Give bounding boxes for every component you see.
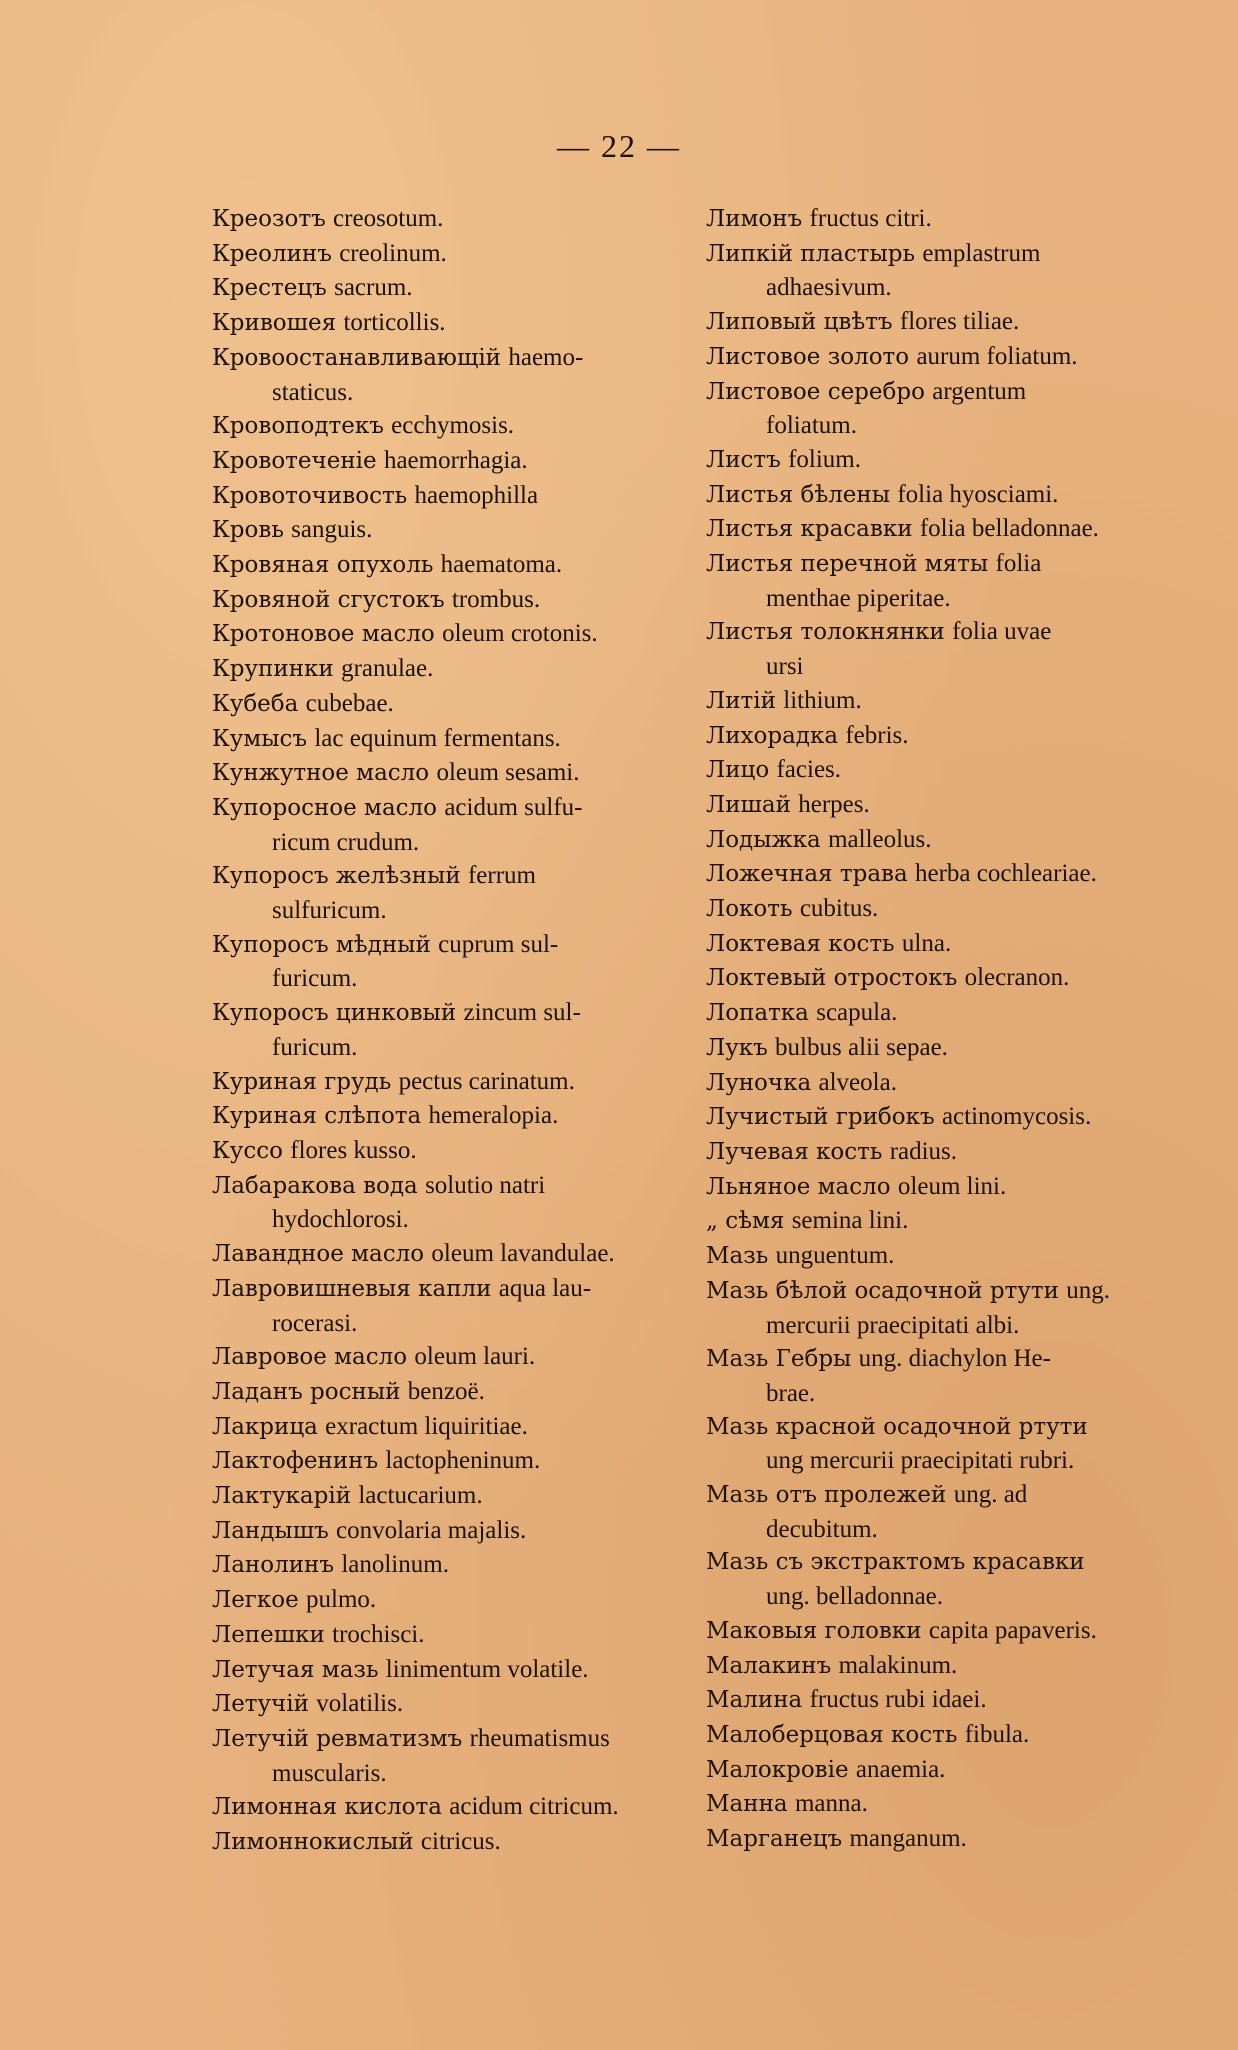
dictionary-entry: [212, 444, 707, 479]
dictionary-entry: [212, 1548, 707, 1583]
entry-term: Лимонъ: [706, 206, 803, 232]
entry-term: Лучистый грибокъ: [706, 1104, 935, 1131]
entry-term: Легкое: [212, 1587, 299, 1614]
dictionary-entry: [212, 1410, 707, 1445]
entry-latin: semina lini.: [791, 1207, 909, 1235]
entry-term: Купоросъ цинковый: [212, 1000, 457, 1027]
entry-term: Листья перечной мяты: [706, 551, 989, 578]
dictionary-entry: [706, 857, 1206, 892]
dictionary-entry: [212, 859, 707, 927]
dictionary-entry: [706, 1478, 1206, 1546]
entry-latin: cubitus.: [799, 895, 879, 923]
entry-latin: alveola.: [818, 1068, 897, 1096]
entry-term: Летучій: [212, 1691, 309, 1718]
entry-latin: radius.: [889, 1137, 958, 1165]
entry-latin: folia belladonnae.: [919, 515, 1099, 543]
entry-latin: oleum lauri.: [414, 1343, 536, 1371]
entry-term: Локтевый отростокъ: [706, 965, 958, 992]
dictionary-entry: [212, 1134, 707, 1169]
dictionary-entry: [706, 1135, 1206, 1170]
entry-latin: aurum foliatum.: [916, 342, 1078, 370]
dictionary-entry: [212, 1272, 707, 1340]
entry-term: Летучій ревматизмъ: [212, 1725, 463, 1752]
entry-latin: sacrum.: [334, 274, 413, 302]
dictionary-entry: [212, 996, 707, 1064]
entry-latin: flores tiliae.: [899, 308, 1020, 336]
entry-term: Креолинъ: [212, 240, 332, 267]
entry-continuation: sulfuricum.: [272, 897, 387, 925]
entry-term: Лихорадка: [706, 722, 839, 749]
dictionary-entry: [212, 1065, 707, 1100]
entry-term: Крестецъ: [212, 275, 327, 302]
dictionary-entry: [212, 1790, 707, 1825]
entry-latin: acidum citricum.: [449, 1793, 619, 1821]
entry-latin: solutio natri: [425, 1171, 546, 1199]
entry-latin: haemophilla: [414, 481, 539, 509]
entry-term: Мазь: [706, 1243, 769, 1270]
entry-latin: folium.: [788, 445, 861, 473]
entry-latin: lanolinum.: [341, 1551, 449, 1579]
entry-term: Локтевая кость: [706, 930, 895, 957]
dictionary-entry: [706, 1822, 1206, 1857]
entry-latin: ung.: [1066, 1276, 1111, 1304]
dictionary-entry: [212, 1825, 707, 1860]
entry-continuation: mercurii praecipitati albi.: [766, 1311, 1020, 1339]
entry-latin: haemo-: [508, 343, 584, 371]
entry-term: Литій: [706, 687, 776, 714]
entry-term: Льняное масло: [706, 1173, 891, 1200]
entry-term: Манна: [706, 1791, 788, 1818]
dictionary-entry: [212, 1169, 707, 1237]
entry-term: Мазь съ экстрактомъ красавки: [706, 1549, 1085, 1576]
dictionary-entry: [212, 271, 707, 306]
entry-term: Купоросъ мѣдный: [212, 931, 431, 958]
entry-latin: folia uvae: [952, 618, 1052, 646]
entry-latin: lac equinum fermentans.: [314, 724, 561, 752]
entry-term: Ланолинъ: [212, 1552, 334, 1579]
entry-term: Листовое золото: [706, 343, 910, 370]
entry-latin: aqua lau-: [498, 1274, 592, 1302]
dictionary-entry: [706, 202, 1206, 237]
entry-latin: haemorrhagia.: [383, 446, 528, 474]
entry-term: Кровяной сгустокъ: [212, 586, 445, 613]
entry-latin: exractum liquiritiae.: [325, 1412, 528, 1440]
entry-term: Листья толокнянки: [706, 619, 945, 646]
entry-term: Луночка: [706, 1069, 812, 1096]
entry-latin: ulna.: [901, 929, 952, 957]
entry-term: Кубеба: [212, 690, 299, 717]
dictionary-entry: [706, 1411, 1206, 1478]
entry-continuation: furicum.: [272, 965, 358, 993]
dictionary-entry: [706, 961, 1206, 996]
entry-term: Листья бѣлены: [706, 481, 891, 508]
entry-term: Мазь бѣлой осадочной ртути: [706, 1277, 1059, 1304]
dictionary-entry: [706, 719, 1206, 754]
entry-term: Купоросное масло: [212, 794, 438, 821]
entry-term: Локоть: [706, 896, 793, 923]
entry-latin: olecranon.: [964, 964, 1070, 992]
entry-latin: ung. diachylon He-: [858, 1345, 1051, 1373]
entry-term: Листья красавки: [706, 516, 913, 543]
dictionary-entry: [212, 1687, 707, 1722]
entry-latin: ung. ad: [953, 1481, 1028, 1509]
entry-latin: cuprum sul-: [438, 930, 559, 958]
dictionary-entry: [212, 617, 707, 652]
dictionary-entry: [706, 684, 1206, 719]
entry-term: Липовый цвѣтъ: [706, 309, 893, 336]
dictionary-entry: [706, 927, 1206, 962]
dictionary-entry: [706, 1204, 1206, 1239]
dictionary-entry: [706, 1342, 1206, 1410]
entry-term: „ сѣмя: [706, 1208, 785, 1235]
entry-continuation: brae.: [766, 1379, 816, 1407]
dictionary-entry: [706, 1239, 1206, 1274]
entry-term: Лабаракова вода: [212, 1172, 418, 1199]
entry-latin: rheumatismus: [469, 1724, 610, 1752]
entry-term: Лактукарій: [212, 1483, 352, 1510]
entry-term: Кровяная опухоль: [212, 552, 434, 579]
dictionary-entry: [212, 1514, 707, 1549]
entry-continuation: muscularis.: [272, 1759, 387, 1787]
dictionary-entry: [212, 1583, 707, 1618]
dictionary-entry: [706, 823, 1206, 858]
entry-latin: benzoë.: [407, 1377, 485, 1405]
dictionary-entry: [706, 1753, 1206, 1788]
entry-continuation: ursi: [766, 653, 804, 681]
entry-continuation: furicum.: [272, 1033, 358, 1061]
entry-latin: trochisci.: [332, 1620, 425, 1648]
entry-latin: pulmo.: [306, 1586, 377, 1614]
dictionary-entry: [706, 443, 1206, 478]
entry-latin: zincum sul-: [463, 999, 581, 1027]
entry-latin: folia: [995, 550, 1042, 578]
entry-term: Мазь Гебры: [706, 1346, 852, 1373]
dictionary-entry: [706, 340, 1206, 375]
entry-latin: actinomycosis.: [941, 1103, 1092, 1131]
entry-term: Кривошея: [212, 310, 337, 337]
dictionary-entry: [212, 237, 707, 272]
entry-continuation: hydochlorosi.: [272, 1206, 409, 1234]
entry-term: Малакинъ: [706, 1652, 832, 1679]
dictionary-entry: [706, 753, 1206, 788]
entry-latin: lactucarium.: [358, 1482, 483, 1510]
entry-term: Малокровіе: [706, 1756, 849, 1783]
entry-term: Лавровое масло: [212, 1344, 408, 1371]
dictionary-entry: [212, 341, 707, 409]
entry-term: Лицо: [706, 757, 770, 784]
entry-term: Кровоостанавливающій: [212, 344, 502, 371]
entry-term: Ландышъ: [212, 1517, 329, 1544]
entry-latin: lactophenіnum.: [385, 1447, 541, 1475]
dictionary-entry: [706, 1546, 1206, 1613]
dictionary-entry: [212, 1618, 707, 1653]
entry-term: Лишай: [706, 791, 791, 818]
entry-latin: oleum crotonis.: [442, 620, 598, 648]
entry-latin: pectus carinatum.: [398, 1067, 575, 1095]
entry-term: Маковыя головки: [706, 1617, 922, 1644]
entry-term: Кунжутное масло: [212, 760, 430, 787]
entry-term: Купоросъ желѣзный: [212, 863, 461, 890]
dictionary-entry: [212, 306, 707, 341]
entry-term: Летучая мазь: [212, 1656, 379, 1683]
entry-latin: citricus.: [420, 1828, 501, 1856]
left-column: [212, 202, 707, 1860]
entry-latin: granulae.: [341, 655, 434, 683]
entry-latin: torticollis.: [343, 309, 446, 337]
dictionary-entry: [706, 305, 1206, 340]
dictionary-entry: [212, 548, 707, 583]
dictionary-entry: [212, 409, 707, 444]
dictionary-entry: [212, 791, 707, 859]
entry-latin: acidum sulfu-: [444, 793, 583, 821]
entry-latin: argentum: [932, 377, 1027, 405]
dictionary-entry: [212, 1340, 707, 1375]
dictionary-entry: [706, 615, 1206, 683]
dictionary-entry: [212, 687, 707, 722]
entry-latin: fructus citri.: [809, 205, 932, 232]
entry-latin: herpes.: [798, 790, 870, 818]
entry-latin: trombus.: [451, 585, 541, 613]
dictionary-entry: [706, 996, 1206, 1031]
entry-term: Лепешки: [212, 1621, 325, 1648]
entry-latin: fructus rubi idaei.: [809, 1686, 987, 1714]
entry-term: Лимонная кислота: [212, 1794, 442, 1821]
entry-term: Марганецъ: [706, 1826, 843, 1853]
entry-latin: cubebae.: [305, 689, 394, 717]
entry-latin: facies.: [776, 756, 842, 784]
entry-term: Куссо: [212, 1137, 283, 1164]
entry-term: Мазь отъ пролежей: [706, 1482, 947, 1509]
entry-continuation: foliatum.: [766, 412, 857, 440]
entry-latin: oleum lavandulae.: [431, 1240, 615, 1268]
dictionary-entry: [706, 547, 1206, 615]
dictionary-entry: [212, 583, 707, 618]
entry-term: Лавандное масло: [212, 1241, 425, 1268]
entry-term: Лопатка: [706, 1000, 809, 1027]
entry-latin: creolinum.: [339, 239, 447, 267]
dictionary-entry: [212, 1375, 707, 1410]
dictionary-entry: [706, 1170, 1206, 1205]
entry-term: Малина: [706, 1687, 803, 1714]
dictionary-entry: [212, 928, 707, 996]
entry-term: Кровоточивость: [212, 482, 408, 509]
dictionary-entry: [706, 1100, 1206, 1135]
entry-latin: haematoma.: [440, 551, 563, 579]
entry-term: Лактофенинъ: [212, 1448, 379, 1475]
entry-latin: fibula.: [964, 1720, 1030, 1748]
dictionary-entry: [706, 1274, 1206, 1342]
entry-continuation: staticus.: [272, 378, 354, 406]
entry-latin: sanguis.: [291, 516, 373, 544]
dictionary-entry: [212, 1099, 707, 1134]
dictionary-entry: [706, 512, 1206, 547]
dictionary-entry: [706, 1683, 1206, 1718]
entry-latin: malakinum.: [838, 1651, 958, 1679]
entry-latin: linimentum volatile.: [385, 1655, 589, 1683]
dictionary-entry: [706, 237, 1206, 305]
entry-latin: manna.: [794, 1790, 868, 1818]
dictionary-entry: [212, 1444, 707, 1479]
entry-latin: convolaria majalis.: [336, 1516, 527, 1544]
dictionary-entry: [706, 1649, 1206, 1684]
entry-term: Листъ: [706, 446, 781, 473]
dictionary-entry: [706, 788, 1206, 823]
entry-term: Листовое серебро: [706, 378, 925, 405]
dictionary-entry: [212, 1237, 707, 1272]
right-column: [706, 202, 1206, 1857]
dictionary-entry: [706, 1787, 1206, 1822]
dictionary-entry: [212, 1722, 707, 1790]
entry-term: Лакрица: [212, 1413, 318, 1440]
entry-term: Ладанъ росный: [212, 1378, 401, 1405]
dictionary-entry: [212, 722, 707, 757]
entry-latin: ferrum: [467, 862, 537, 890]
entry-term: Лукъ: [706, 1034, 768, 1061]
dictionary-entry: [212, 513, 707, 548]
entry-term: Липкій пластырь: [706, 240, 916, 267]
entry-term: Лимоннокислый: [212, 1829, 414, 1856]
dictionary-entry: [212, 202, 707, 237]
dictionary-entry: [212, 1653, 707, 1688]
entry-latin: creosotum.: [333, 205, 444, 232]
entry-term: Лучевая кость: [706, 1138, 883, 1165]
entry-latin: anaemia.: [855, 1755, 946, 1783]
entry-term: Ложечная трава: [706, 861, 908, 888]
dictionary-entry: [212, 756, 707, 791]
dictionary-entry: [212, 652, 707, 687]
entry-latin: unguentum.: [775, 1242, 895, 1270]
entry-latin: hemeralopia.: [428, 1102, 559, 1130]
entry-term: Куриная слѣпота: [212, 1103, 422, 1130]
entry-latin: febris.: [845, 721, 909, 749]
entry-latin: emplastrum: [922, 239, 1041, 267]
entry-continuation: menthae piperitae.: [766, 584, 951, 612]
entry-latin: oleum lini.: [897, 1172, 1007, 1200]
dictionary-entry: [706, 1031, 1206, 1066]
entry-latin: oleum sesami.: [436, 759, 580, 787]
entry-continuation: rocerasi.: [272, 1309, 358, 1337]
dictionary-entry: [212, 479, 707, 514]
entry-latin: herba cochleariae.: [915, 860, 1097, 888]
dictionary-entry: [212, 1479, 707, 1514]
dictionary-entry: [706, 892, 1206, 927]
dictionary-entry: [706, 1718, 1206, 1753]
dictionary-entry: [706, 1614, 1206, 1649]
entry-latin: ecchymosis.: [391, 412, 515, 440]
entry-latin: scapula.: [816, 999, 898, 1027]
entry-latin: bulbus alii sepae.: [775, 1033, 948, 1061]
entry-term: Кровь: [212, 517, 284, 544]
entry-term: Лодыжка: [706, 826, 821, 853]
entry-latin: flores kusso.: [290, 1136, 417, 1164]
entry-term: Крупинки: [212, 656, 334, 683]
entry-continuation: ung. belladonnae.: [766, 1583, 944, 1611]
entry-latin: manganum.: [849, 1825, 967, 1853]
entry-latin: lithium.: [783, 686, 862, 714]
entry-term: Кумысъ: [212, 725, 308, 752]
entry-term: Лавровишневыя капли: [212, 1275, 492, 1302]
entry-term: Кротоновое масло: [212, 621, 435, 648]
entry-latin: volatilis.: [316, 1690, 404, 1718]
entry-term: Кровоподтекъ: [212, 413, 384, 440]
dictionary-entry: [706, 1066, 1206, 1101]
entry-term: Кровотеченіе: [212, 447, 377, 474]
entry-continuation: decubitum.: [766, 1515, 878, 1543]
entry-term: Мазь красной осадочной ртути: [706, 1413, 1088, 1440]
entry-term: Малоберцовая кость: [706, 1721, 958, 1748]
dictionary-entry: [706, 375, 1206, 443]
entry-latin: capita papaveris.: [928, 1616, 1097, 1644]
entry-continuation: ung mercurii praecipitati rubri.: [766, 1447, 1075, 1475]
dictionary-entry: [706, 478, 1206, 513]
entry-term: Креозотъ: [212, 206, 326, 232]
entry-continuation: ricum crudum.: [272, 828, 420, 856]
page-number: — 22 —: [557, 128, 681, 164]
entry-term: Куриная грудь: [212, 1068, 392, 1095]
entry-latin: folia hyoscіami.: [897, 480, 1059, 508]
entry-latin: malleolus.: [828, 825, 932, 853]
entry-continuation: adhaesivum.: [766, 274, 892, 302]
